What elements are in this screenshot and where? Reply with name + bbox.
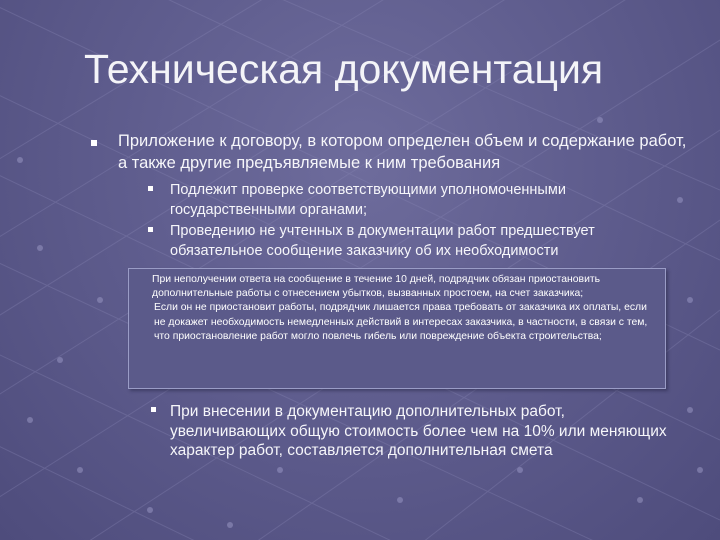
square-bullet-icon <box>151 407 156 412</box>
sub-bullet-text-1: Подлежит проверке соответствующими уполномоченными государственными органами; <box>170 182 566 218</box>
square-bullet-icon <box>91 140 97 146</box>
note-paragraph-2: Если он не приостановит работы, подрядчик лишается права требовать от заказчика их оплаты, если не докажет необходимость немедленных действий в интересах заказчика, в частности, в связи с тем, что приостановление работ могло повлечь гибель или повреждение объекта строительства; <box>154 302 648 342</box>
main-bullet-text: Приложение к договору, в котором определен объем и содержание работ, а также другие предъявляемые к ним требования <box>118 132 687 172</box>
slide-title: Техническая документация <box>84 46 604 92</box>
last-bullet-text: При внесении в документацию дополнительных работ, увеличивающих общую стоимость более чем на 10% или меняющих характер работ, составляется дополнительная смета <box>170 403 667 459</box>
square-bullet-icon <box>148 227 153 232</box>
square-bullet-icon <box>148 186 153 191</box>
note-text <box>148 273 658 344</box>
note-paragraph-1: При неполучении ответа на сообщение в течение 10 дней, подрядчик обязан приостановить дополнительные работы с отнесением убытков, вызванных простоем, на счет заказчика; <box>152 274 601 300</box>
sub-bullet-text-2: Проведению не учтенных в документации работ предшествует обязательное сообщение заказчику об их необходимости <box>170 223 595 259</box>
